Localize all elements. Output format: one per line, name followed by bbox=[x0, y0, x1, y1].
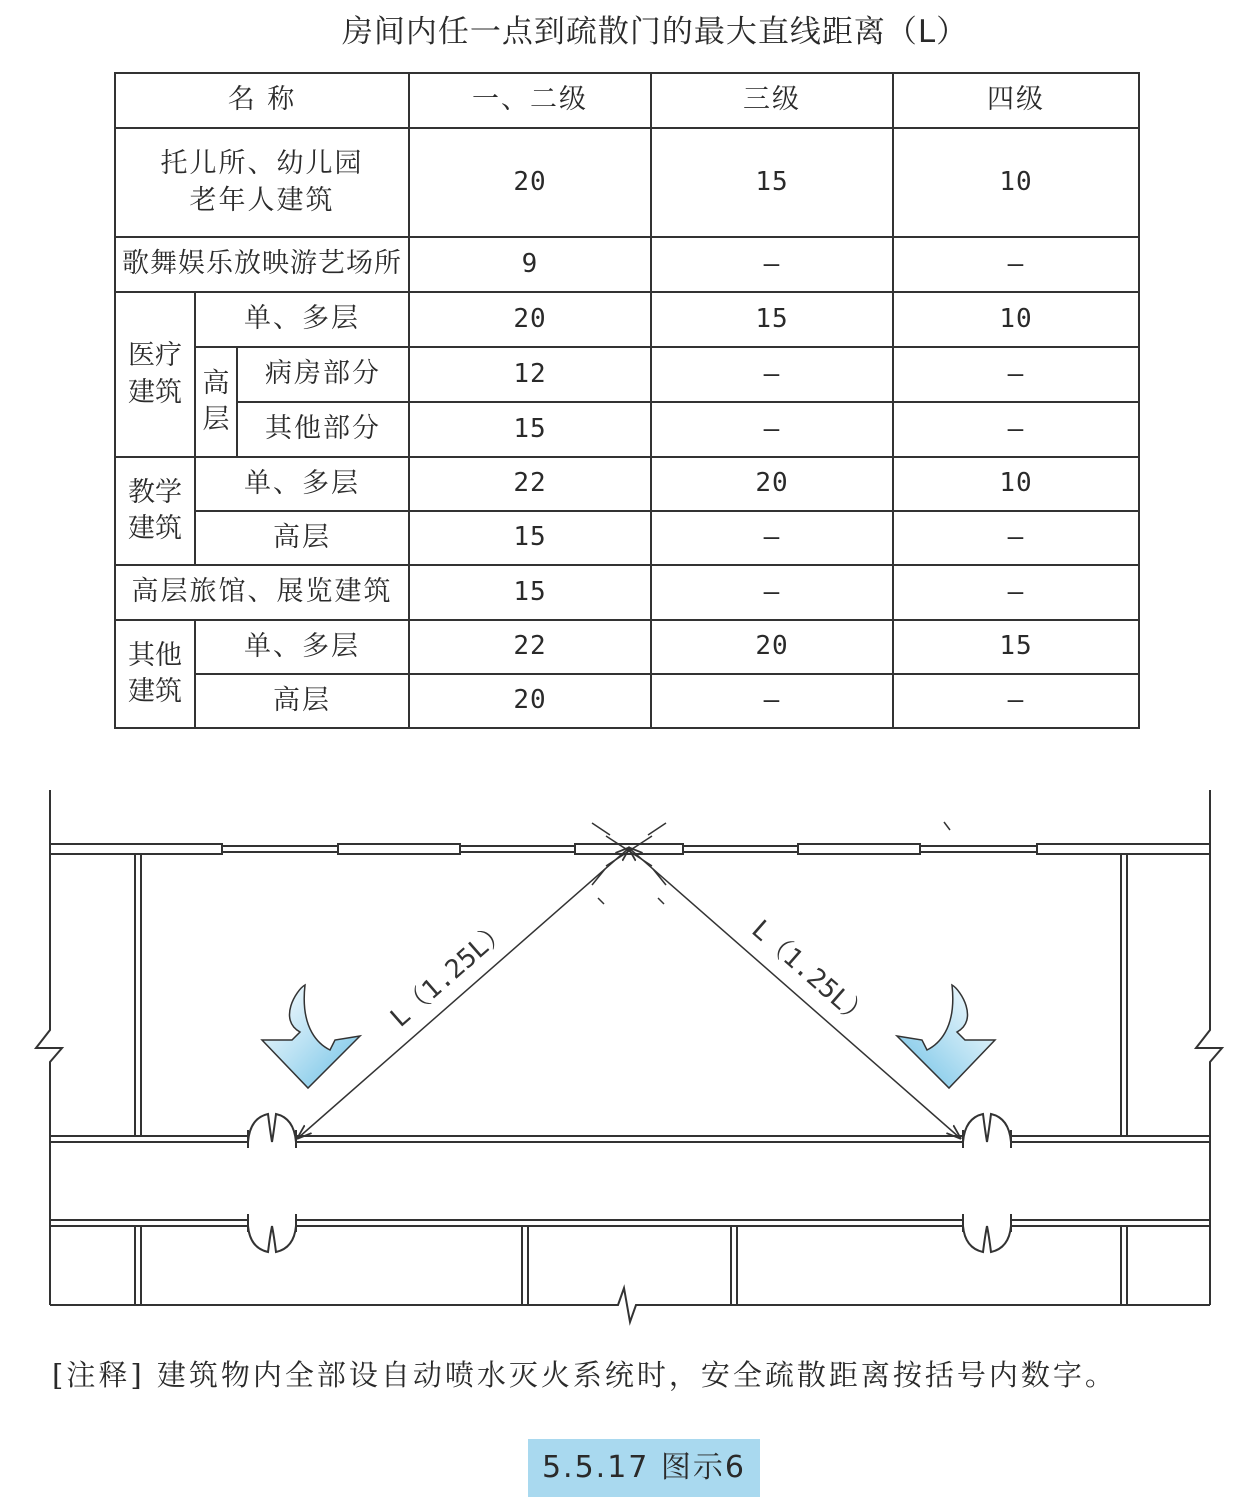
row-name-medical-other: 其他部分 bbox=[237, 402, 409, 457]
group-label-line: 其他 bbox=[128, 639, 182, 671]
left-break-line bbox=[36, 790, 62, 1305]
group-label-line: 教学 bbox=[128, 476, 182, 508]
cell-value: 15 bbox=[409, 565, 651, 620]
group-label-line: 建筑 bbox=[128, 376, 182, 408]
header-grade-3: 三级 bbox=[651, 73, 893, 128]
distance-label-left: L（1.25L） bbox=[384, 914, 515, 1034]
cell-value: 15 bbox=[651, 128, 893, 237]
cell-value: 20 bbox=[409, 292, 651, 347]
table-row bbox=[115, 292, 1139, 347]
cell-value: 10 bbox=[893, 292, 1139, 347]
window bbox=[798, 844, 920, 854]
evacuation-distance-table bbox=[114, 72, 1140, 729]
cell-value: 20 bbox=[651, 457, 893, 511]
header-row bbox=[115, 73, 1139, 128]
cell-value: — bbox=[651, 511, 893, 565]
header-grade-1-2: 一、二级 bbox=[409, 73, 651, 128]
cell-value: 15 bbox=[409, 402, 651, 457]
header-grade-4: 四级 bbox=[893, 73, 1139, 128]
cell-value: 10 bbox=[893, 128, 1139, 237]
door-right-upper bbox=[963, 1114, 1011, 1148]
row-name-line: 老年人建筑 bbox=[189, 184, 335, 216]
highrise-label bbox=[195, 347, 237, 457]
cell-value: — bbox=[893, 237, 1139, 292]
table-row bbox=[115, 237, 1139, 292]
distance-label-right: L（1.25L） bbox=[745, 914, 876, 1034]
note-text: [注释] 建筑物内全部设自动喷水灭火系统时，安全疏散距离按括号内数字。 bbox=[52, 1358, 1117, 1392]
cell-value: — bbox=[893, 347, 1139, 402]
cell-value: 15 bbox=[893, 620, 1139, 674]
highrise-label-line: 高 bbox=[202, 367, 230, 399]
cell-value: 10 bbox=[893, 457, 1139, 511]
table-row bbox=[115, 128, 1139, 237]
group-label-line: 建筑 bbox=[128, 676, 182, 707]
window bbox=[50, 844, 222, 854]
cell-value: 20 bbox=[651, 620, 893, 674]
floor-plan-diagram bbox=[0, 780, 1260, 1340]
row-name-medical-low: 单、多层 bbox=[195, 292, 409, 347]
cell-value: — bbox=[651, 347, 893, 402]
door-right-lower bbox=[963, 1214, 1011, 1252]
table-row bbox=[115, 674, 1139, 728]
cell-value: 22 bbox=[409, 620, 651, 674]
table-row bbox=[115, 620, 1139, 674]
cell-value: — bbox=[893, 511, 1139, 565]
cell-value: 20 bbox=[409, 674, 651, 728]
row-name-nursery bbox=[115, 128, 409, 237]
table-row bbox=[115, 457, 1139, 511]
right-break-line bbox=[1196, 790, 1222, 1305]
cell-value: 12 bbox=[409, 347, 651, 402]
evacuation-arrow-right-icon bbox=[897, 985, 995, 1088]
group-label-line: 建筑 bbox=[128, 513, 182, 544]
highrise-label-line: 层 bbox=[202, 404, 230, 435]
group-other bbox=[115, 620, 195, 728]
cell-value: 15 bbox=[409, 511, 651, 565]
row-name-teaching-high: 高层 bbox=[195, 511, 409, 565]
distance-line-left bbox=[298, 848, 629, 1138]
cell-value: 22 bbox=[409, 457, 651, 511]
distance-line-right bbox=[629, 848, 960, 1138]
cell-value: 20 bbox=[409, 128, 651, 237]
door-left-lower bbox=[248, 1214, 296, 1252]
evacuation-arrow-left-icon bbox=[262, 985, 360, 1088]
group-medical bbox=[115, 292, 195, 457]
doors bbox=[248, 1114, 1011, 1252]
row-name-other-high: 高层 bbox=[195, 674, 409, 728]
window bbox=[1037, 844, 1210, 854]
row-name-teaching-low: 单、多层 bbox=[195, 457, 409, 511]
door-left-upper bbox=[248, 1114, 296, 1148]
header-name: 名 称 bbox=[115, 73, 409, 128]
table-row bbox=[115, 347, 1139, 402]
cell-value: — bbox=[651, 674, 893, 728]
cell-value: — bbox=[651, 565, 893, 620]
group-teaching bbox=[115, 457, 195, 565]
cell-value: 9 bbox=[409, 237, 651, 292]
table-row bbox=[115, 565, 1139, 620]
row-name-ward: 病房部分 bbox=[237, 347, 409, 402]
cell-value: — bbox=[893, 402, 1139, 457]
table-title: 房间内任一点到疏散门的最大直线距离（L） bbox=[341, 14, 969, 50]
window bbox=[575, 844, 683, 854]
cell-value: — bbox=[651, 402, 893, 457]
group-label-line: 医疗 bbox=[128, 340, 182, 372]
cell-value: — bbox=[893, 674, 1139, 728]
row-name-entertainment: 歌舞娱乐放映游艺场所 bbox=[115, 237, 409, 292]
figure-caption: 5.5.17 图示6 bbox=[528, 1439, 760, 1497]
cell-value: — bbox=[893, 565, 1139, 620]
row-name-line: 托儿所、幼儿园 bbox=[160, 148, 364, 180]
table-row bbox=[115, 402, 1139, 457]
row-name-hotel: 高层旅馆、展览建筑 bbox=[115, 565, 409, 620]
cell-value: 15 bbox=[651, 292, 893, 347]
window bbox=[338, 844, 460, 854]
cell-value: — bbox=[651, 237, 893, 292]
table-row bbox=[115, 511, 1139, 565]
row-name-other-low: 单、多层 bbox=[195, 620, 409, 674]
